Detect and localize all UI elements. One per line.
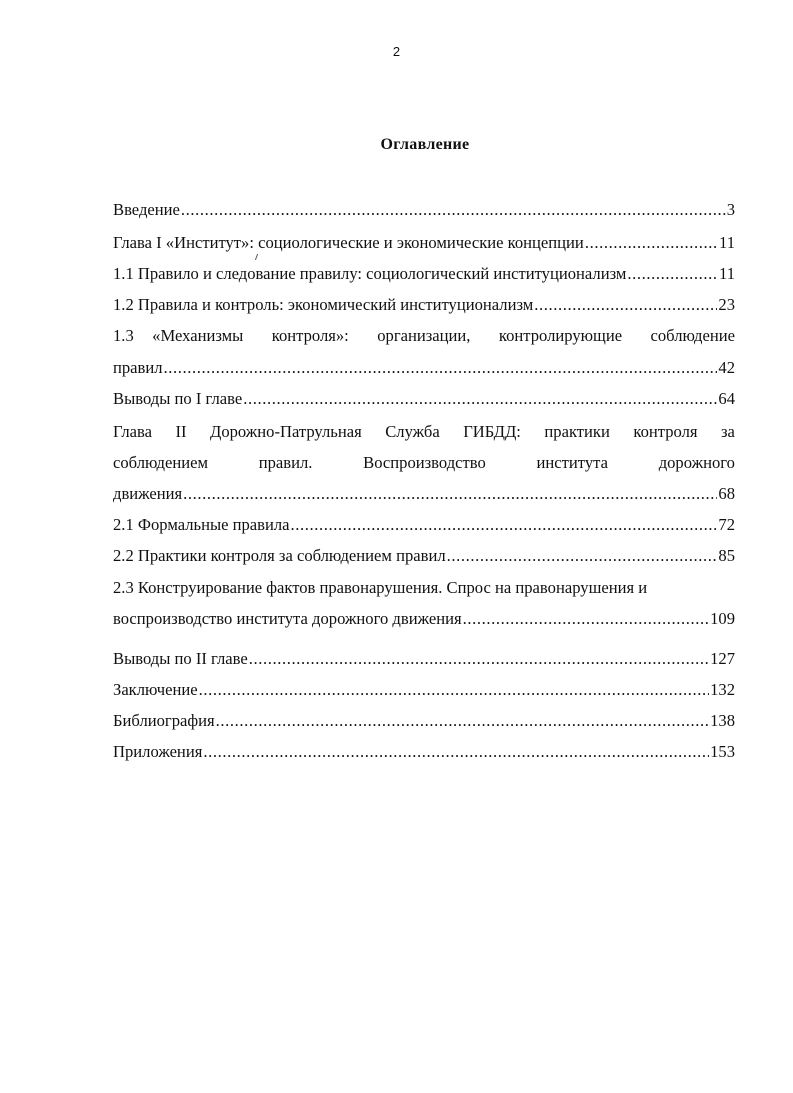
dot-leader: [291, 514, 718, 536]
word: Служба: [385, 422, 440, 441]
word: 1.3: [113, 326, 134, 345]
toc-entry-page: 42: [718, 358, 735, 377]
dot-leader: [534, 294, 717, 316]
toc-entry-1-3[interactable]: [113, 357, 735, 379]
toc-entry-introduction[interactable]: [113, 199, 735, 221]
toc-entry-text: Выводы по II главе: [113, 649, 248, 668]
word: Воспроизводство: [363, 453, 486, 472]
toc-entry-conclusion[interactable]: [113, 679, 735, 701]
toc-entry-text: 1.2 Правила и контроль: экономический институционализм: [113, 295, 534, 314]
toc-entry-text: 1.1 Правило и следование правилу: социологический институционализм: [113, 264, 627, 283]
word: института: [536, 453, 608, 472]
toc-entry-2-1[interactable]: [113, 514, 735, 536]
word: контроля: [633, 422, 698, 441]
toc-entry-chapter-2-line1[interactable]: [113, 421, 735, 443]
toc-entry-conclusions-1[interactable]: [113, 388, 735, 410]
toc-entry-2-3[interactable]: [113, 608, 735, 630]
toc-entry-2-2[interactable]: [113, 545, 735, 567]
toc-entry-page: 127: [710, 649, 735, 668]
toc-entry-text: Библиография: [113, 711, 215, 730]
dot-leader: [199, 679, 709, 701]
toc-entry-chapter-1[interactable]: [113, 232, 735, 254]
page-title: Оглавление: [380, 136, 470, 153]
toc-entry-chapter-2-line2[interactable]: [113, 452, 735, 474]
toc-entry-2-3-line1[interactable]: 2.3 Конструирование фактов правонарушения. Спрос на правонарушения и: [113, 578, 648, 597]
dot-leader: [203, 741, 709, 763]
word: практики: [544, 422, 610, 441]
word: контролирующие: [498, 326, 623, 345]
toc-entry-page: 153: [710, 742, 735, 761]
toc-entry-text: Приложения: [113, 742, 203, 761]
word: «Механизмы: [152, 326, 244, 345]
dot-leader: [463, 608, 710, 630]
toc-entry-text: 2.2 Практики контроля за соблюдением правил: [113, 546, 446, 565]
word: II: [175, 422, 187, 441]
dot-leader: [216, 710, 709, 732]
dot-leader: [627, 263, 718, 285]
toc-entry-page: 23: [718, 295, 735, 314]
dot-leader: [183, 483, 717, 505]
toc-entry-page: 68: [718, 484, 735, 503]
word: контроля»:: [271, 326, 349, 345]
toc-entry-page: 11: [719, 264, 735, 283]
toc-entry-text: Глава I «Институт»: социологические и экономические концепции: [113, 233, 584, 252]
word: соблюдение: [650, 326, 735, 345]
toc-entry-page: 85: [718, 546, 735, 565]
toc-entry-text: Выводы по I главе: [113, 389, 243, 408]
toc-entry-text: движения: [113, 484, 183, 503]
toc-entry-page: 138: [710, 711, 735, 730]
dot-leader: [164, 357, 718, 379]
dot-leader: [243, 388, 717, 410]
pen-mark: [255, 254, 261, 260]
dot-leader: [249, 648, 709, 670]
word: правил.: [258, 453, 313, 472]
toc-entry-page: 11: [719, 233, 735, 252]
toc-entry-bibliography[interactable]: [113, 710, 735, 732]
toc-entry-text: 2.1 Формальные правила: [113, 515, 290, 534]
toc-entry-conclusions-2[interactable]: [113, 648, 735, 670]
toc-entry-page: 3: [726, 200, 735, 219]
toc-entry-1-2[interactable]: [113, 294, 735, 316]
dot-leader: [447, 545, 718, 567]
toc-entry-chapter-2[interactable]: [113, 483, 735, 505]
toc-entry-appendices[interactable]: [113, 741, 735, 763]
toc-entry-page: 132: [710, 680, 735, 699]
word: организации,: [377, 326, 471, 345]
word: за: [720, 422, 735, 441]
toc-entry-text: Введение: [113, 200, 180, 219]
toc-entry-text: воспроизводство института дорожного движения: [113, 609, 462, 628]
word: соблюдением: [113, 453, 208, 472]
toc-entry-1-3-line1[interactable]: [113, 325, 735, 347]
word: дорожного: [658, 453, 735, 472]
toc-entry-text: правил: [113, 358, 163, 377]
dot-leader: [585, 232, 718, 254]
toc-entry-page: 64: [718, 389, 735, 408]
toc-entry-page: 72: [718, 515, 735, 534]
word: ГИБДД:: [463, 422, 521, 441]
toc-entry-text: Заключение: [113, 680, 198, 699]
page-number: 2: [392, 44, 401, 59]
word: Дорожно-Патрульная: [210, 422, 362, 441]
word: Глава: [113, 422, 152, 441]
toc-entry-1-1[interactable]: [113, 263, 735, 285]
toc-entry-page: 109: [710, 609, 735, 628]
dot-leader: [181, 199, 726, 221]
